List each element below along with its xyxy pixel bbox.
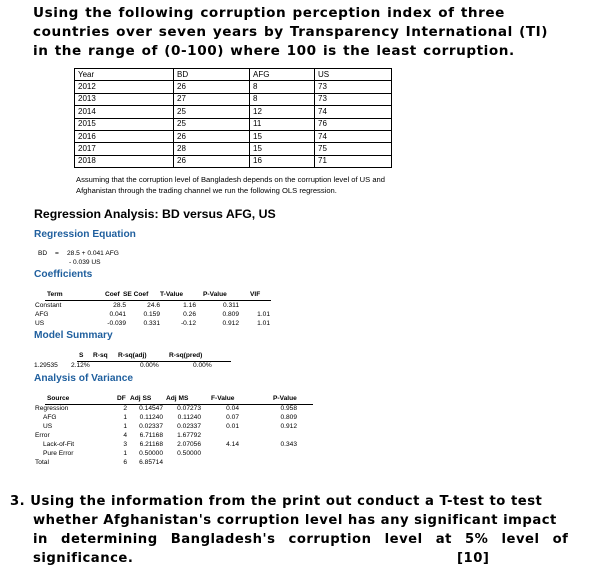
anova-cell: 0.04 <box>226 405 239 412</box>
coef-cell: 0.311 <box>222 302 239 309</box>
anova-cell: 0.343 <box>280 441 297 448</box>
anova-cell: 6.85714 <box>139 459 163 466</box>
question-3 <box>10 492 610 568</box>
table-cell: 11 <box>250 118 315 130</box>
anova-cell: 2 <box>123 405 127 412</box>
anova-cell: 0.50000 <box>177 450 201 457</box>
anova-cell: Pure Error <box>43 450 74 457</box>
anova-cell: 0.912 <box>280 423 297 430</box>
anova-cell: 6.71168 <box>139 432 163 439</box>
equation-line: 28.5 + 0.041 AFG <box>67 250 119 257</box>
equation-heading: Regression Equation <box>34 229 136 240</box>
table-cell: 26 <box>174 81 250 93</box>
anova-col-header: Source <box>47 395 70 402</box>
summary-cell: 0.00% <box>140 362 159 369</box>
table-cell: 2014 <box>75 106 174 118</box>
table-header-row <box>75 69 392 81</box>
coef-cell: 0.26 <box>183 311 196 318</box>
column-header: US <box>315 69 392 81</box>
anova-cell: Total <box>35 459 49 466</box>
assumption-note <box>76 174 385 196</box>
coef-col-header: T-Value <box>160 291 184 298</box>
anova-col-header: Adj SS <box>130 395 152 402</box>
question-line-1 <box>10 492 610 511</box>
table-row <box>75 130 392 142</box>
table-row <box>75 118 392 130</box>
intro-line: countries over seven years by Transparency International (TI) <box>33 24 549 40</box>
note-line: Afghanistan through the trading channel we run the following OLS regression. <box>76 186 337 195</box>
coef-cell: 1.01 <box>257 311 270 318</box>
table-cell: 2013 <box>75 93 174 105</box>
table-cell: 2018 <box>75 155 174 167</box>
table-row <box>75 106 392 118</box>
coef-cell: 1.16 <box>183 302 196 309</box>
table-cell: 8 <box>250 93 315 105</box>
anova-cell: 1.67792 <box>177 432 201 439</box>
table-cell: 25 <box>174 106 250 118</box>
anova-cell: 0.809 <box>280 414 297 421</box>
anova-cell: 0.07 <box>226 414 239 421</box>
anova-cell: Regression <box>35 405 69 412</box>
anova-cell: 4.14 <box>226 441 239 448</box>
anova-cell: 0.958 <box>280 405 297 412</box>
question-number: 3. <box>10 494 26 509</box>
column-header: AFG <box>250 69 315 81</box>
coef-cell: 24.6 <box>147 302 160 309</box>
table-cell: 74 <box>315 106 392 118</box>
intro-line: in the range of (0-100) where 100 is the least corruption. <box>33 43 515 59</box>
model-summary-heading: Model Summary <box>34 330 113 341</box>
equation-line: - 0.039 US <box>69 259 101 266</box>
table-cell: 2015 <box>75 118 174 130</box>
summary-col-header: S <box>79 352 84 359</box>
table-cell: 26 <box>174 130 250 142</box>
table-row <box>75 81 392 93</box>
coef-cell: AFG <box>35 311 49 318</box>
coef-cell: 1.01 <box>257 320 270 327</box>
table-cell: 2016 <box>75 130 174 142</box>
anova-col-header: P-Value <box>273 395 297 402</box>
anova-cell: 0.14547 <box>139 405 163 412</box>
coef-header-rule <box>45 300 271 301</box>
table-cell: 15 <box>250 143 315 155</box>
anova-cell: 0.02337 <box>177 423 201 430</box>
table-cell: 8 <box>250 81 315 93</box>
anova-cell: 3 <box>123 441 127 448</box>
coef-cell: 0.041 <box>109 311 126 318</box>
question-last-line <box>10 549 610 568</box>
anova-heading: Analysis of Variance <box>34 373 134 384</box>
coef-cell: Constant <box>35 302 62 309</box>
question-text-line: in determining Bangladesh's corruption level at 5% level of <box>33 532 569 547</box>
question-text-line: Using the information from the print out conduct a T-test to test <box>30 494 543 509</box>
anova-cell: 4 <box>123 432 127 439</box>
anova-cell: 6 <box>123 459 127 466</box>
table-row <box>75 93 392 105</box>
table-cell: 12 <box>250 106 315 118</box>
anova-col-header: F-Value <box>211 395 235 402</box>
anova-cell: US <box>43 423 53 430</box>
table-row <box>75 155 392 167</box>
summary-cell: 1.29535 <box>34 362 58 369</box>
table-cell: 76 <box>315 118 392 130</box>
anova-col-header: DF <box>117 395 126 402</box>
coef-cell: -0.039 <box>107 320 126 327</box>
coef-cell: US <box>35 320 45 327</box>
coef-cell: -0.12 <box>180 320 196 327</box>
anova-cell: 0.11240 <box>139 414 163 421</box>
anova-col-header: Adj MS <box>166 395 189 402</box>
coef-col-header: P-Value <box>203 291 227 298</box>
table-cell: 2017 <box>75 143 174 155</box>
coef-col-header: Term <box>47 291 63 298</box>
coefficients-heading: Coefficients <box>34 269 93 280</box>
anova-cell: Error <box>35 432 50 439</box>
table-cell: 2012 <box>75 81 174 93</box>
table-row <box>75 143 392 155</box>
summary-col-header: R-sq <box>93 352 108 359</box>
summary-cell: 0.00% <box>193 362 212 369</box>
summary-col-header: R-sq(pred) <box>169 352 203 359</box>
question-text-line: whether Afghanistan's corruption level has any significant impact <box>33 513 557 528</box>
table-cell: 16 <box>250 155 315 167</box>
coef-cell: 0.159 <box>143 311 160 318</box>
table-cell: 71 <box>315 155 392 167</box>
anova-cell: 0.07273 <box>177 405 201 412</box>
question-text-line: significance. <box>33 551 134 566</box>
anova-cell: 1 <box>123 423 127 430</box>
summary-col-header: R-sq(adj) <box>118 352 147 359</box>
note-line: Assuming that the corruption level of Bangladesh depends on the corruption level of US and <box>76 175 386 184</box>
table-cell: 27 <box>174 93 250 105</box>
anova-cell: 1 <box>123 414 127 421</box>
cpi-table <box>74 68 392 168</box>
table-cell: 73 <box>315 81 392 93</box>
table-cell: 74 <box>315 130 392 142</box>
table-cell: 73 <box>315 93 392 105</box>
anova-cell: 1 <box>123 450 127 457</box>
anova-cell: AFG <box>43 414 57 421</box>
coef-cell: 0.809 <box>222 311 239 318</box>
anova-cell: 2.07056 <box>177 441 201 448</box>
table-cell: 15 <box>250 130 315 142</box>
table-cell: 28 <box>174 143 250 155</box>
column-header: BD <box>174 69 250 81</box>
question-marks: [10] <box>457 551 490 566</box>
table-cell: 25 <box>174 118 250 130</box>
coef-cell: 0.912 <box>222 320 239 327</box>
anova-cell: 0.02337 <box>139 423 163 430</box>
column-header: Year <box>75 69 174 81</box>
anova-cell: 0.01 <box>226 423 239 430</box>
coef-col-header: VIF <box>250 291 261 298</box>
equation-equals: = <box>55 250 59 257</box>
anova-cell: 0.11240 <box>177 414 201 421</box>
anova-cell: Lack-of-Fit <box>43 441 75 448</box>
summary-cell: 2.12% <box>71 362 90 369</box>
equation-lhs: BD <box>38 250 48 257</box>
coef-cell: 0.331 <box>143 320 160 327</box>
question-intro <box>33 4 593 61</box>
coef-col-header: SE Coef <box>123 291 149 298</box>
anova-cell: 6.21168 <box>139 441 163 448</box>
regression-title: Regression Analysis: BD versus AFG, US <box>34 207 276 221</box>
table-cell: 26 <box>174 155 250 167</box>
anova-cell: 0.50000 <box>139 450 163 457</box>
intro-line: Using the following corruption perception index of three <box>33 5 505 21</box>
table-cell: 75 <box>315 143 392 155</box>
coef-cell: 28.5 <box>113 302 126 309</box>
coef-col-header: Coef <box>105 291 120 298</box>
